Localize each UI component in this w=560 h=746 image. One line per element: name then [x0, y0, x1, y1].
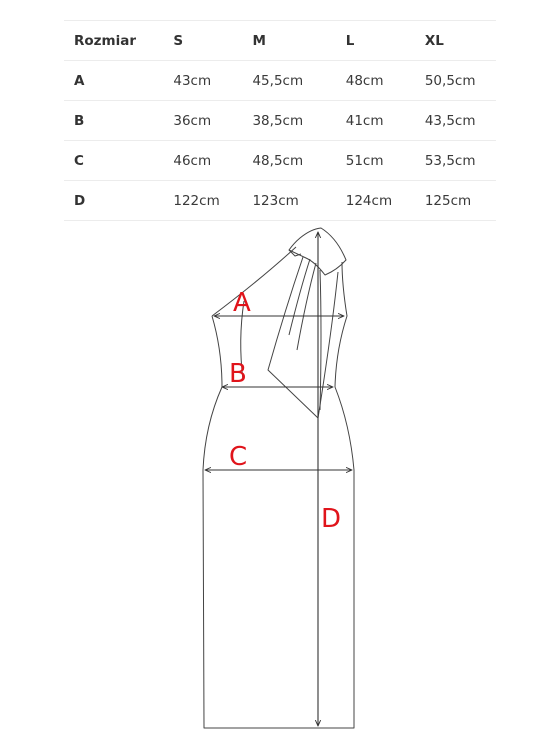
- measure-lines: [205, 232, 352, 726]
- table-cell: 41cm: [336, 101, 415, 141]
- table-cell: 123cm: [242, 181, 335, 221]
- row-label: D: [64, 181, 163, 221]
- marker-a: A: [233, 288, 251, 318]
- table-cell: 51cm: [336, 141, 415, 181]
- table-cell: 38,5cm: [242, 101, 335, 141]
- marker-d: D: [321, 504, 342, 534]
- header-xl: XL: [415, 21, 496, 61]
- table-cell: 36cm: [163, 101, 242, 141]
- table-cell: 46cm: [163, 141, 242, 181]
- table-cell: 125cm: [415, 181, 496, 221]
- header-size: Rozmiar: [64, 21, 163, 61]
- table-cell: 43,5cm: [415, 101, 496, 141]
- marker-b: B: [229, 359, 247, 389]
- table-cell: 48cm: [336, 61, 415, 101]
- table-cell: 48,5cm: [242, 141, 335, 181]
- row-label: B: [64, 101, 163, 141]
- table-cell: 124cm: [336, 181, 415, 221]
- marker-c: C: [229, 442, 248, 472]
- dress-outline: [203, 228, 354, 728]
- table-cell: 50,5cm: [415, 61, 496, 101]
- header-s: S: [163, 21, 242, 61]
- table-cell: 45,5cm: [242, 61, 335, 101]
- row-label: A: [64, 61, 163, 101]
- header-l: L: [336, 21, 415, 61]
- table-cell: 122cm: [163, 181, 242, 221]
- row-label: C: [64, 141, 163, 181]
- header-m: M: [242, 21, 335, 61]
- table-cell: 53,5cm: [415, 141, 496, 181]
- table-cell: 43cm: [163, 61, 242, 101]
